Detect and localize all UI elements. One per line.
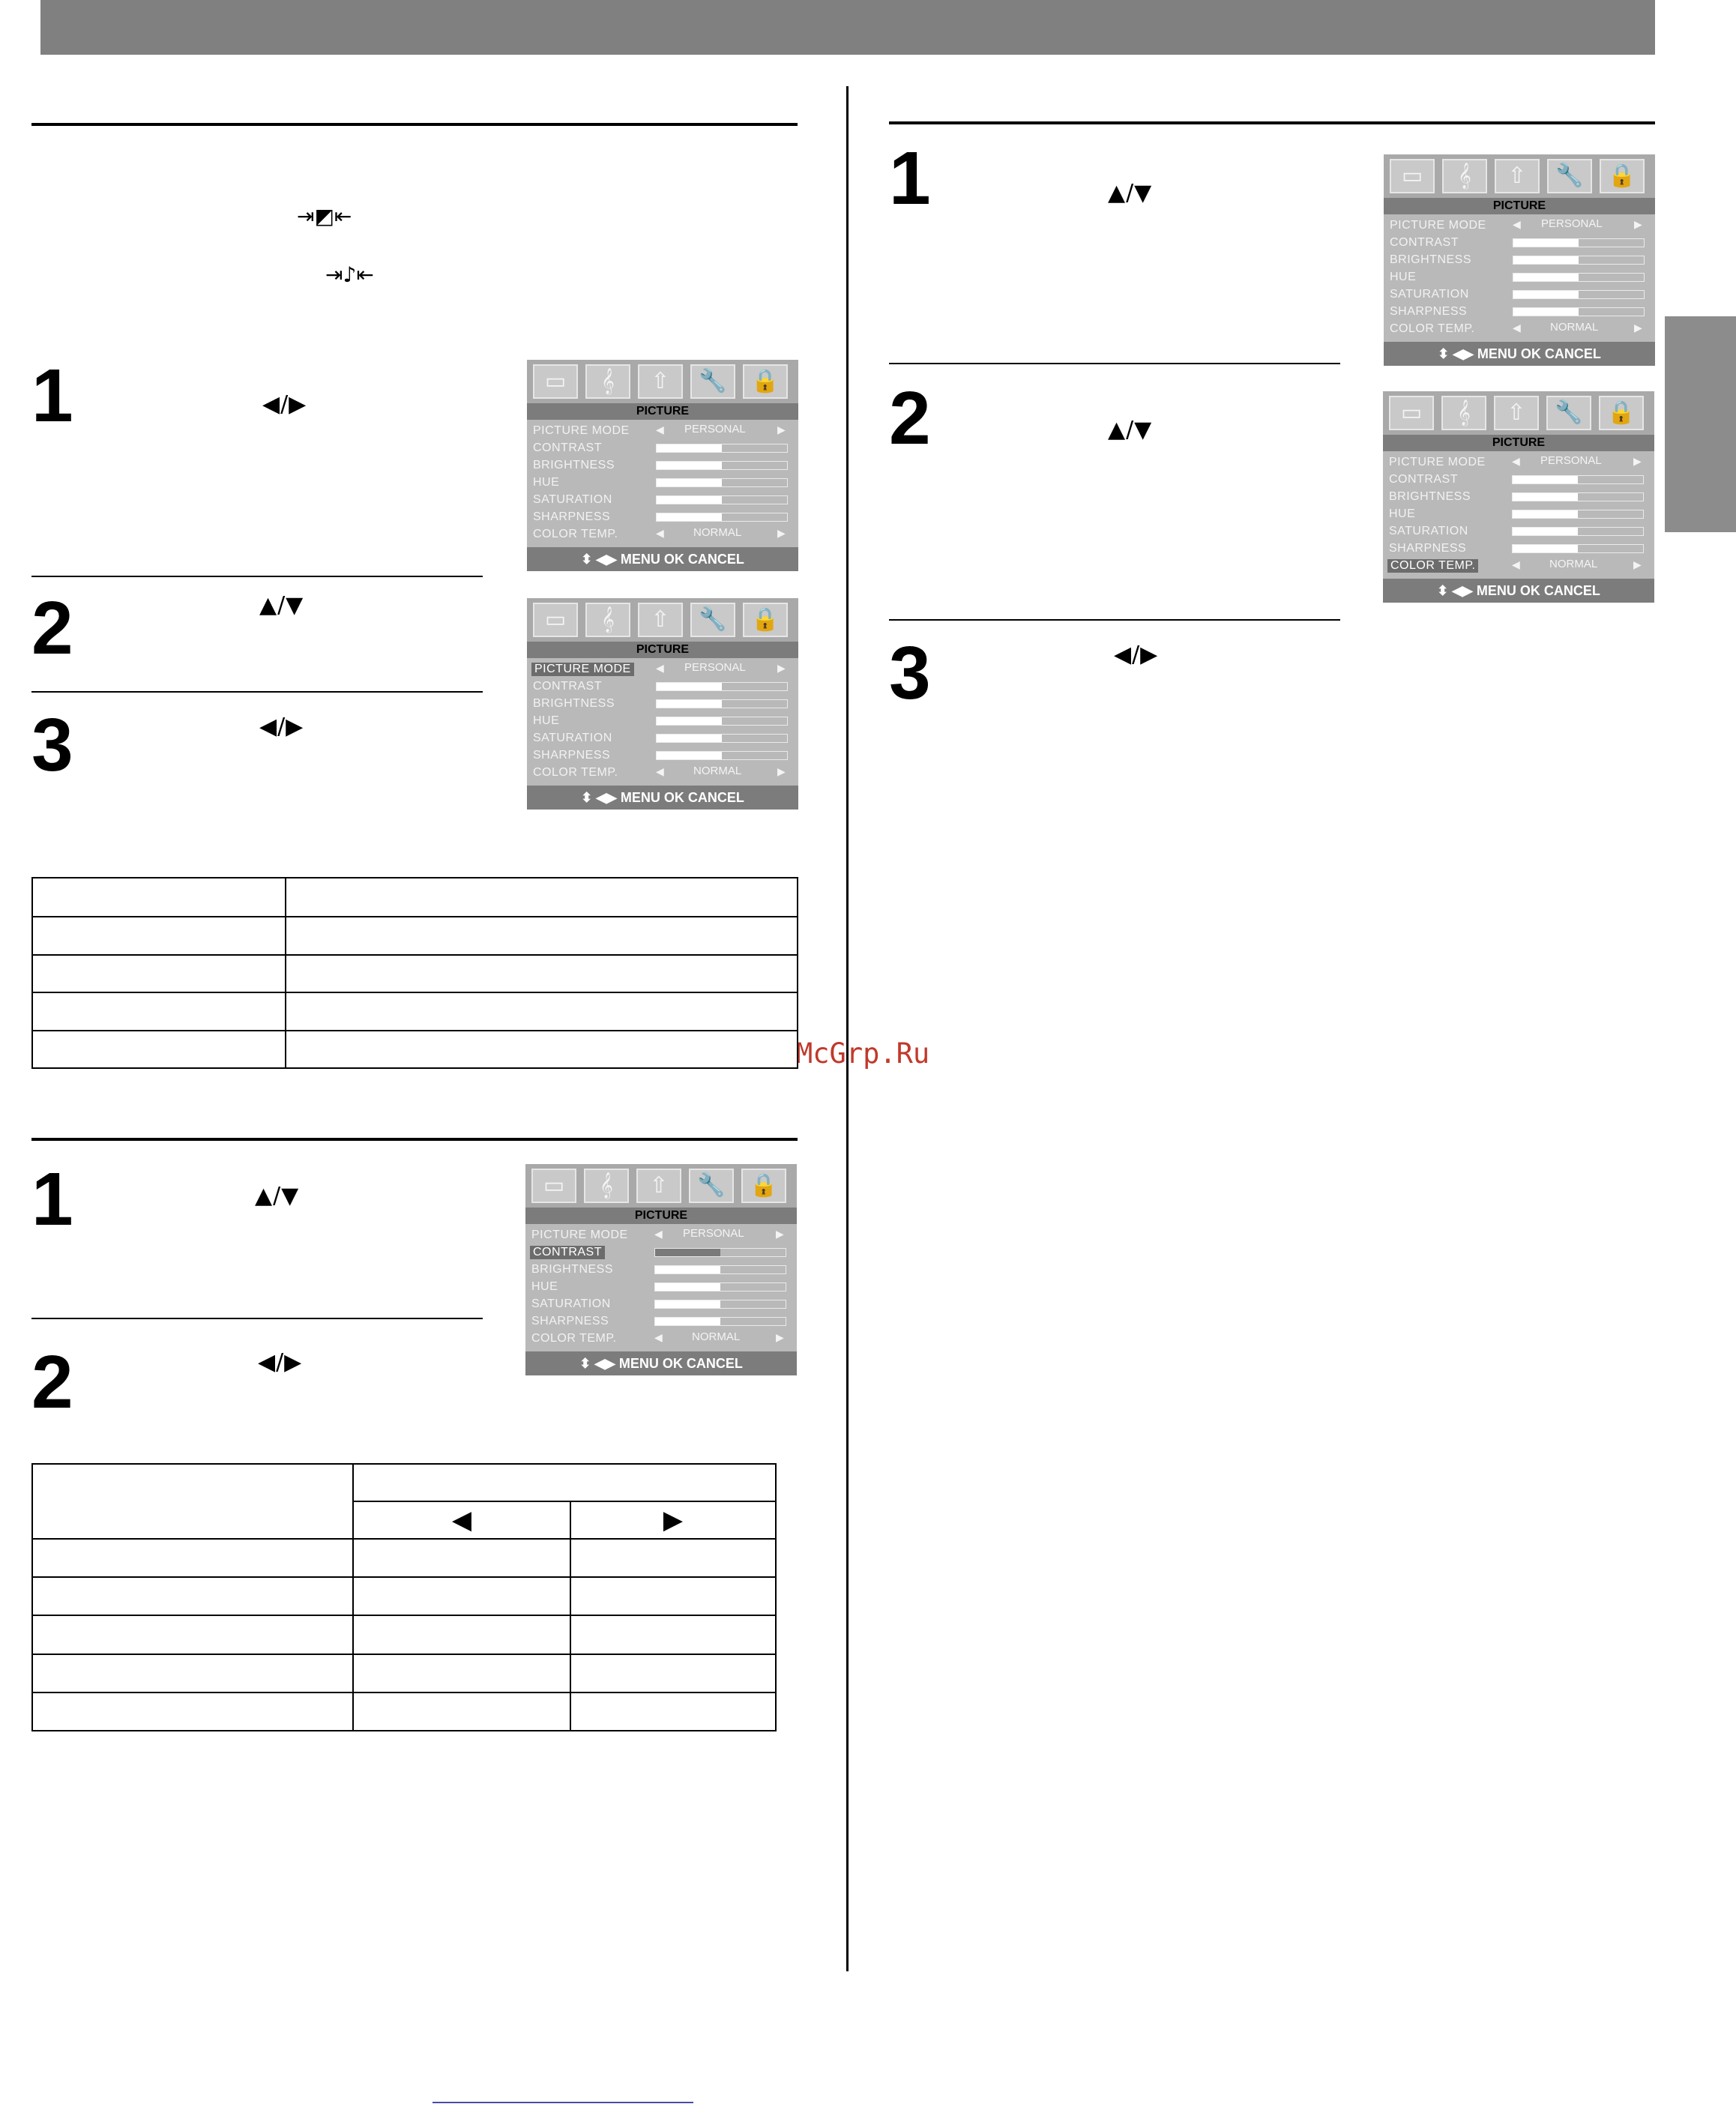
step-number-2: 2 xyxy=(889,376,931,460)
osd-row-label[interactable]: HUE xyxy=(1389,507,1416,520)
left-right-arrows-icon: ◀/▶ xyxy=(1114,642,1159,668)
osd-level-bar[interactable] xyxy=(656,717,788,726)
osd-footer-controls: ⬍ ◀▶ MENU OK CANCEL xyxy=(525,1351,797,1375)
up-down-arrows-icon: ▲/▼ xyxy=(1108,180,1153,206)
osd-row-label[interactable]: PICTURE MODE xyxy=(531,1229,628,1241)
osd-level-bar[interactable] xyxy=(656,734,788,743)
osd-row-label[interactable]: SHARPNESS xyxy=(533,510,611,523)
picture-icon: ⇧ xyxy=(1494,396,1539,430)
osd-level-bar[interactable] xyxy=(654,1265,786,1274)
osd-row-label[interactable]: SHARPNESS xyxy=(531,1315,609,1327)
wrench-icon: 🔧 xyxy=(689,1169,734,1203)
osd-level-bar[interactable] xyxy=(656,751,788,760)
osd-row-label[interactable]: BRIGHTNESS xyxy=(533,697,615,710)
tv-icon: ▭ xyxy=(1390,159,1435,193)
tv-icon: ▭ xyxy=(533,603,578,637)
lock-icon: 🔒 xyxy=(1600,159,1645,193)
osd-picture-menu xyxy=(525,1164,797,1375)
step-number-3: 3 xyxy=(31,703,73,787)
watermark-text: McGrp.Ru xyxy=(796,1037,930,1070)
osd-level-bar[interactable] xyxy=(654,1248,786,1257)
osd-level-bar[interactable] xyxy=(656,444,788,453)
osd-level-bar[interactable] xyxy=(1512,527,1644,536)
osd-row-label[interactable]: CONTRAST xyxy=(1389,473,1458,486)
tv-icon: ▭ xyxy=(531,1169,576,1203)
left-right-arrows-icon: ◀/▶ xyxy=(258,1349,303,1375)
osd-color-temp-value: NORMAL xyxy=(1549,558,1598,570)
osd-color-temp-value: NORMAL xyxy=(693,765,742,777)
osd-footer-controls: ⬍ ◀▶ MENU OK CANCEL xyxy=(1384,342,1655,366)
osd-level-bar[interactable] xyxy=(656,513,788,522)
osd-picture-menu xyxy=(527,360,798,571)
osd-picture-mode-value: PERSONAL xyxy=(1541,217,1603,230)
osd-row-label[interactable]: SATURATION xyxy=(533,493,612,506)
osd-row-label[interactable]: BRIGHTNESS xyxy=(1389,490,1471,503)
table-header-cell xyxy=(286,878,798,917)
osd-right-arrow-icon[interactable]: ▶ xyxy=(1634,219,1642,231)
osd-row-label[interactable]: COLOR TEMP. xyxy=(1387,559,1478,573)
left-arrow-icon: ◀ xyxy=(353,1501,570,1539)
osd-row-label[interactable]: PICTURE MODE xyxy=(1390,219,1486,232)
osd-level-bar[interactable] xyxy=(654,1317,786,1326)
picture-icon: ⇧ xyxy=(638,364,683,399)
osd-footer-controls: ⬍ ◀▶ MENU OK CANCEL xyxy=(527,786,798,810)
music-icon: 𝄞 xyxy=(1442,159,1487,193)
picture-mode-table xyxy=(31,877,798,1069)
osd-row-label[interactable]: SATURATION xyxy=(533,732,612,744)
table-row xyxy=(32,1615,776,1654)
osd-picture-menu xyxy=(1384,154,1655,366)
column-divider xyxy=(846,86,849,1971)
osd-row-label[interactable]: SATURATION xyxy=(531,1297,611,1310)
osd-left-arrow-icon[interactable]: ◀ xyxy=(1512,559,1520,571)
osd-right-arrow-icon[interactable]: ▶ xyxy=(777,663,786,675)
osd-row-label[interactable]: CONTRAST xyxy=(533,680,602,693)
step-number-2: 2 xyxy=(31,586,73,670)
osd-picture-mode-value: PERSONAL xyxy=(684,661,746,674)
osd-picture-menu xyxy=(527,598,798,810)
osd-row-label[interactable]: CONTRAST xyxy=(533,441,602,454)
table-row xyxy=(32,992,798,1031)
osd-menu-title: PICTURE xyxy=(525,1208,797,1224)
osd-row-label[interactable]: COLOR TEMP. xyxy=(533,528,618,540)
osd-level-bar[interactable] xyxy=(1513,273,1645,282)
lock-icon: 🔒 xyxy=(743,603,788,637)
picture-icon: ⇧ xyxy=(1495,159,1540,193)
adjustment-table xyxy=(31,1463,777,1731)
osd-row-label[interactable]: COLOR TEMP. xyxy=(531,1332,617,1345)
osd-right-arrow-icon[interactable]: ▶ xyxy=(1633,456,1642,468)
osd-icon-row xyxy=(1383,391,1654,435)
table-row xyxy=(32,955,798,993)
wrench-icon: 🔧 xyxy=(690,603,735,637)
table-header-cell xyxy=(32,878,286,917)
osd-level-bar[interactable] xyxy=(656,699,788,708)
osd-row-label[interactable]: HUE xyxy=(1390,271,1417,283)
osd-picture-mode-value: PERSONAL xyxy=(684,423,746,435)
osd-picture-mode-value: PERSONAL xyxy=(683,1227,744,1240)
table-row xyxy=(32,1654,776,1692)
osd-right-arrow-icon[interactable]: ▶ xyxy=(776,1229,784,1241)
step-divider xyxy=(889,363,1340,364)
osd-icon-row xyxy=(527,598,798,642)
osd-level-bar[interactable] xyxy=(656,478,788,487)
table-header-cell xyxy=(353,1464,776,1501)
osd-row-label[interactable]: HUE xyxy=(531,1280,558,1293)
table-row xyxy=(32,1577,776,1615)
osd-level-bar[interactable] xyxy=(656,461,788,470)
osd-level-bar[interactable] xyxy=(1513,256,1645,265)
osd-level-bar[interactable] xyxy=(1513,290,1645,299)
osd-icon-row xyxy=(525,1164,797,1208)
table-row xyxy=(32,1539,776,1577)
osd-row-label[interactable]: BRIGHTNESS xyxy=(531,1263,614,1276)
music-icon: 𝄞 xyxy=(1441,396,1486,430)
header-bar xyxy=(40,0,1655,55)
osd-right-arrow-icon[interactable]: ▶ xyxy=(777,766,786,778)
osd-level-bar[interactable] xyxy=(1512,510,1644,519)
osd-menu-title: PICTURE xyxy=(1384,198,1655,214)
osd-level-bar[interactable] xyxy=(1512,492,1644,501)
left-right-arrows-icon: ◀/▶ xyxy=(259,714,304,740)
osd-right-arrow-icon[interactable]: ▶ xyxy=(1633,559,1642,571)
music-icon: 𝄞 xyxy=(585,364,630,399)
osd-row-label[interactable]: SHARPNESS xyxy=(1389,542,1467,555)
step-number-1: 1 xyxy=(889,136,931,220)
tv-icon: ▭ xyxy=(533,364,578,399)
osd-row-label[interactable]: BRIGHTNESS xyxy=(533,459,615,471)
lock-icon: 🔒 xyxy=(741,1169,786,1203)
osd-row-label[interactable]: COLOR TEMP. xyxy=(533,766,618,779)
table-header-cell xyxy=(32,1464,353,1539)
osd-level-bar[interactable] xyxy=(656,682,788,691)
osd-left-arrow-icon[interactable]: ◀ xyxy=(654,1229,663,1241)
osd-right-arrow-icon[interactable]: ▶ xyxy=(776,1332,784,1344)
osd-level-bar[interactable] xyxy=(1513,238,1645,247)
osd-row-label[interactable]: SHARPNESS xyxy=(533,749,611,762)
osd-level-bar[interactable] xyxy=(1513,307,1645,316)
osd-left-arrow-icon[interactable]: ◀ xyxy=(656,424,664,436)
osd-right-arrow-icon[interactable]: ▶ xyxy=(777,528,786,540)
section-rule-mid-left xyxy=(31,1138,798,1141)
table-row xyxy=(32,917,798,955)
osd-color-temp-value: NORMAL xyxy=(1550,321,1599,334)
right-arrow-icon: ▶ xyxy=(570,1501,776,1539)
osd-left-arrow-icon[interactable]: ◀ xyxy=(656,663,664,675)
table-row xyxy=(32,1692,776,1731)
music-icon: 𝄞 xyxy=(585,603,630,637)
picture-icon: ⇧ xyxy=(636,1169,681,1203)
section-rule-top-right xyxy=(889,121,1655,124)
step-divider xyxy=(31,691,483,693)
osd-menu-title: PICTURE xyxy=(1383,435,1654,451)
step-number-2: 2 xyxy=(31,1340,73,1424)
step-divider xyxy=(889,619,1340,621)
step-number-1: 1 xyxy=(31,1157,73,1241)
osd-footer-controls: ⬍ ◀▶ MENU OK CANCEL xyxy=(1383,579,1654,603)
osd-row-label[interactable]: SHARPNESS xyxy=(1390,305,1468,318)
step-number-3: 3 xyxy=(889,631,931,715)
osd-left-arrow-icon[interactable]: ◀ xyxy=(1513,219,1521,231)
osd-row-label[interactable]: BRIGHTNESS xyxy=(1390,253,1472,266)
wrench-icon: 🔧 xyxy=(1546,396,1591,430)
osd-picture-mode-value: PERSONAL xyxy=(1540,454,1602,467)
osd-level-bar[interactable] xyxy=(654,1282,786,1291)
up-down-arrows-icon: ▲/▼ xyxy=(1108,417,1153,443)
up-down-arrows-icon: ▲/▼ xyxy=(255,1183,300,1209)
music-icon: 𝄞 xyxy=(584,1169,629,1203)
osd-right-arrow-icon[interactable]: ▶ xyxy=(1634,322,1642,334)
osd-icon-row xyxy=(1384,154,1655,198)
lock-icon: 🔒 xyxy=(1599,396,1644,430)
osd-color-temp-value: NORMAL xyxy=(693,526,742,539)
osd-color-temp-value: NORMAL xyxy=(692,1330,741,1343)
osd-row-label[interactable]: CONTRAST xyxy=(530,1246,605,1259)
osd-row-label[interactable]: SATURATION xyxy=(1390,288,1469,301)
osd-row-label[interactable]: PICTURE MODE xyxy=(533,424,630,437)
osd-menu-title: PICTURE xyxy=(527,642,798,658)
osd-right-arrow-icon[interactable]: ▶ xyxy=(777,424,786,436)
osd-row-label[interactable]: CONTRAST xyxy=(1390,236,1459,249)
wrench-icon: 🔧 xyxy=(690,364,735,399)
sound-symbol-icon: ⇥♪⇤ xyxy=(325,262,374,287)
osd-icon-row xyxy=(527,360,798,403)
osd-row-label[interactable]: PICTURE MODE xyxy=(531,663,634,676)
osd-left-arrow-icon[interactable]: ◀ xyxy=(1512,456,1520,468)
up-down-arrows-icon: ▲/▼ xyxy=(259,592,304,618)
osd-row-label[interactable]: COLOR TEMP. xyxy=(1390,322,1475,335)
osd-level-bar[interactable] xyxy=(1512,475,1644,484)
lock-icon: 🔒 xyxy=(743,364,788,399)
step-number-1: 1 xyxy=(31,354,73,438)
picture-icon: ⇧ xyxy=(638,603,683,637)
osd-left-arrow-icon[interactable]: ◀ xyxy=(656,766,664,778)
osd-level-bar[interactable] xyxy=(1512,544,1644,553)
osd-row-label[interactable]: SATURATION xyxy=(1389,525,1468,537)
step-divider xyxy=(31,576,483,577)
osd-level-bar[interactable] xyxy=(656,495,788,504)
osd-level-bar[interactable] xyxy=(654,1300,786,1309)
osd-row-label[interactable]: HUE xyxy=(533,714,560,727)
wrench-icon: 🔧 xyxy=(1547,159,1592,193)
osd-left-arrow-icon[interactable]: ◀ xyxy=(656,528,664,540)
sharpness-symbol-icon: ⇥◩⇤ xyxy=(297,204,352,229)
step-divider xyxy=(31,1318,483,1319)
section-side-tab xyxy=(1665,316,1736,532)
osd-row-label[interactable]: HUE xyxy=(533,476,560,489)
osd-footer-controls: ⬍ ◀▶ MENU OK CANCEL xyxy=(527,547,798,571)
table-row xyxy=(32,1031,798,1069)
osd-row-label[interactable]: PICTURE MODE xyxy=(1389,456,1486,468)
osd-picture-menu xyxy=(1383,391,1654,603)
section-rule-top-left xyxy=(31,123,798,126)
osd-left-arrow-icon[interactable]: ◀ xyxy=(654,1332,663,1344)
tv-icon: ▭ xyxy=(1389,396,1434,430)
left-right-arrows-icon: ◀/▶ xyxy=(262,391,307,418)
osd-left-arrow-icon[interactable]: ◀ xyxy=(1513,322,1521,334)
osd-menu-title: PICTURE xyxy=(527,403,798,420)
footer-link-underline[interactable] xyxy=(433,2102,693,2103)
